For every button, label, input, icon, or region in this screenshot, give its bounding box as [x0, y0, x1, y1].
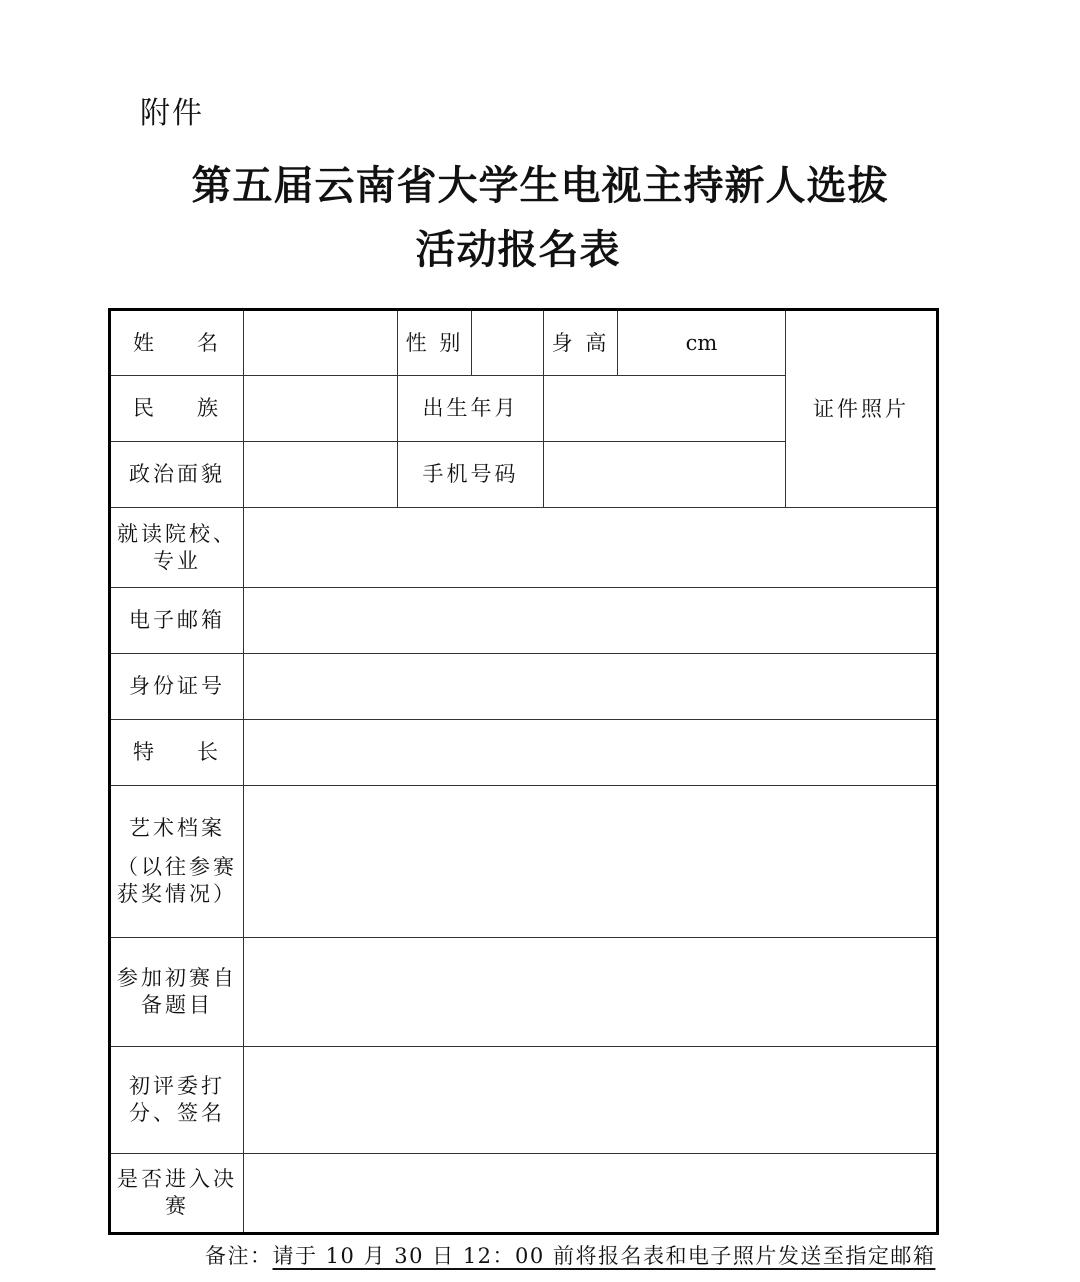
name-field[interactable] — [244, 310, 398, 376]
specialty-field[interactable] — [244, 720, 938, 786]
political-field[interactable] — [244, 442, 398, 508]
birth-field[interactable] — [544, 376, 786, 442]
judge-score-label: 初评委打分、签名 — [110, 1047, 244, 1154]
prelim-topic-label: 参加初赛自备题目 — [110, 938, 244, 1047]
school-field[interactable] — [244, 508, 938, 588]
attachment-label: 附件 — [140, 96, 204, 131]
form-title-line2: 活动报名表 — [415, 226, 621, 273]
registration-form-table — [108, 308, 939, 1235]
note-prefix: 备注： — [205, 1244, 273, 1268]
art-record-field[interactable] — [244, 786, 938, 938]
school-label: 就读院校、专业 — [110, 508, 244, 588]
gender-field[interactable] — [472, 310, 544, 376]
note-text: 请于 10 月 30 日 12：00 前将报名表和电子照片发送至指定邮箱 — [272, 1244, 936, 1268]
name-label: 姓 名 — [110, 310, 244, 376]
photo-box[interactable]: 证件照片 — [786, 310, 938, 508]
final-entry-field[interactable] — [244, 1154, 938, 1234]
ethnicity-label: 民 族 — [110, 376, 244, 442]
birth-label: 出生年月 — [398, 376, 544, 442]
gender-label: 性 别 — [398, 310, 472, 376]
email-field[interactable] — [244, 588, 938, 654]
final-entry-label: 是否进入决赛 — [110, 1154, 244, 1234]
footer-note — [205, 1240, 935, 1270]
ethnicity-field[interactable] — [244, 376, 398, 442]
judge-score-field[interactable] — [244, 1047, 938, 1154]
email-label: 电子邮箱 — [110, 588, 244, 654]
prelim-topic-field[interactable] — [244, 938, 938, 1047]
height-field[interactable] — [618, 310, 786, 376]
phone-field[interactable] — [544, 442, 786, 508]
height-unit: cm — [685, 330, 718, 355]
form-title-line1: 第五届云南省大学生电视主持新人选拔 — [191, 162, 889, 209]
id-number-field[interactable] — [244, 654, 938, 720]
phone-label: 手机号码 — [398, 442, 544, 508]
art-record-label: 艺术档案 （以往参赛获奖情况） — [110, 786, 244, 938]
political-label: 政治面貌 — [110, 442, 244, 508]
height-label: 身 高 — [544, 310, 618, 376]
specialty-label: 特 长 — [110, 720, 244, 786]
id-number-label: 身份证号 — [110, 654, 244, 720]
